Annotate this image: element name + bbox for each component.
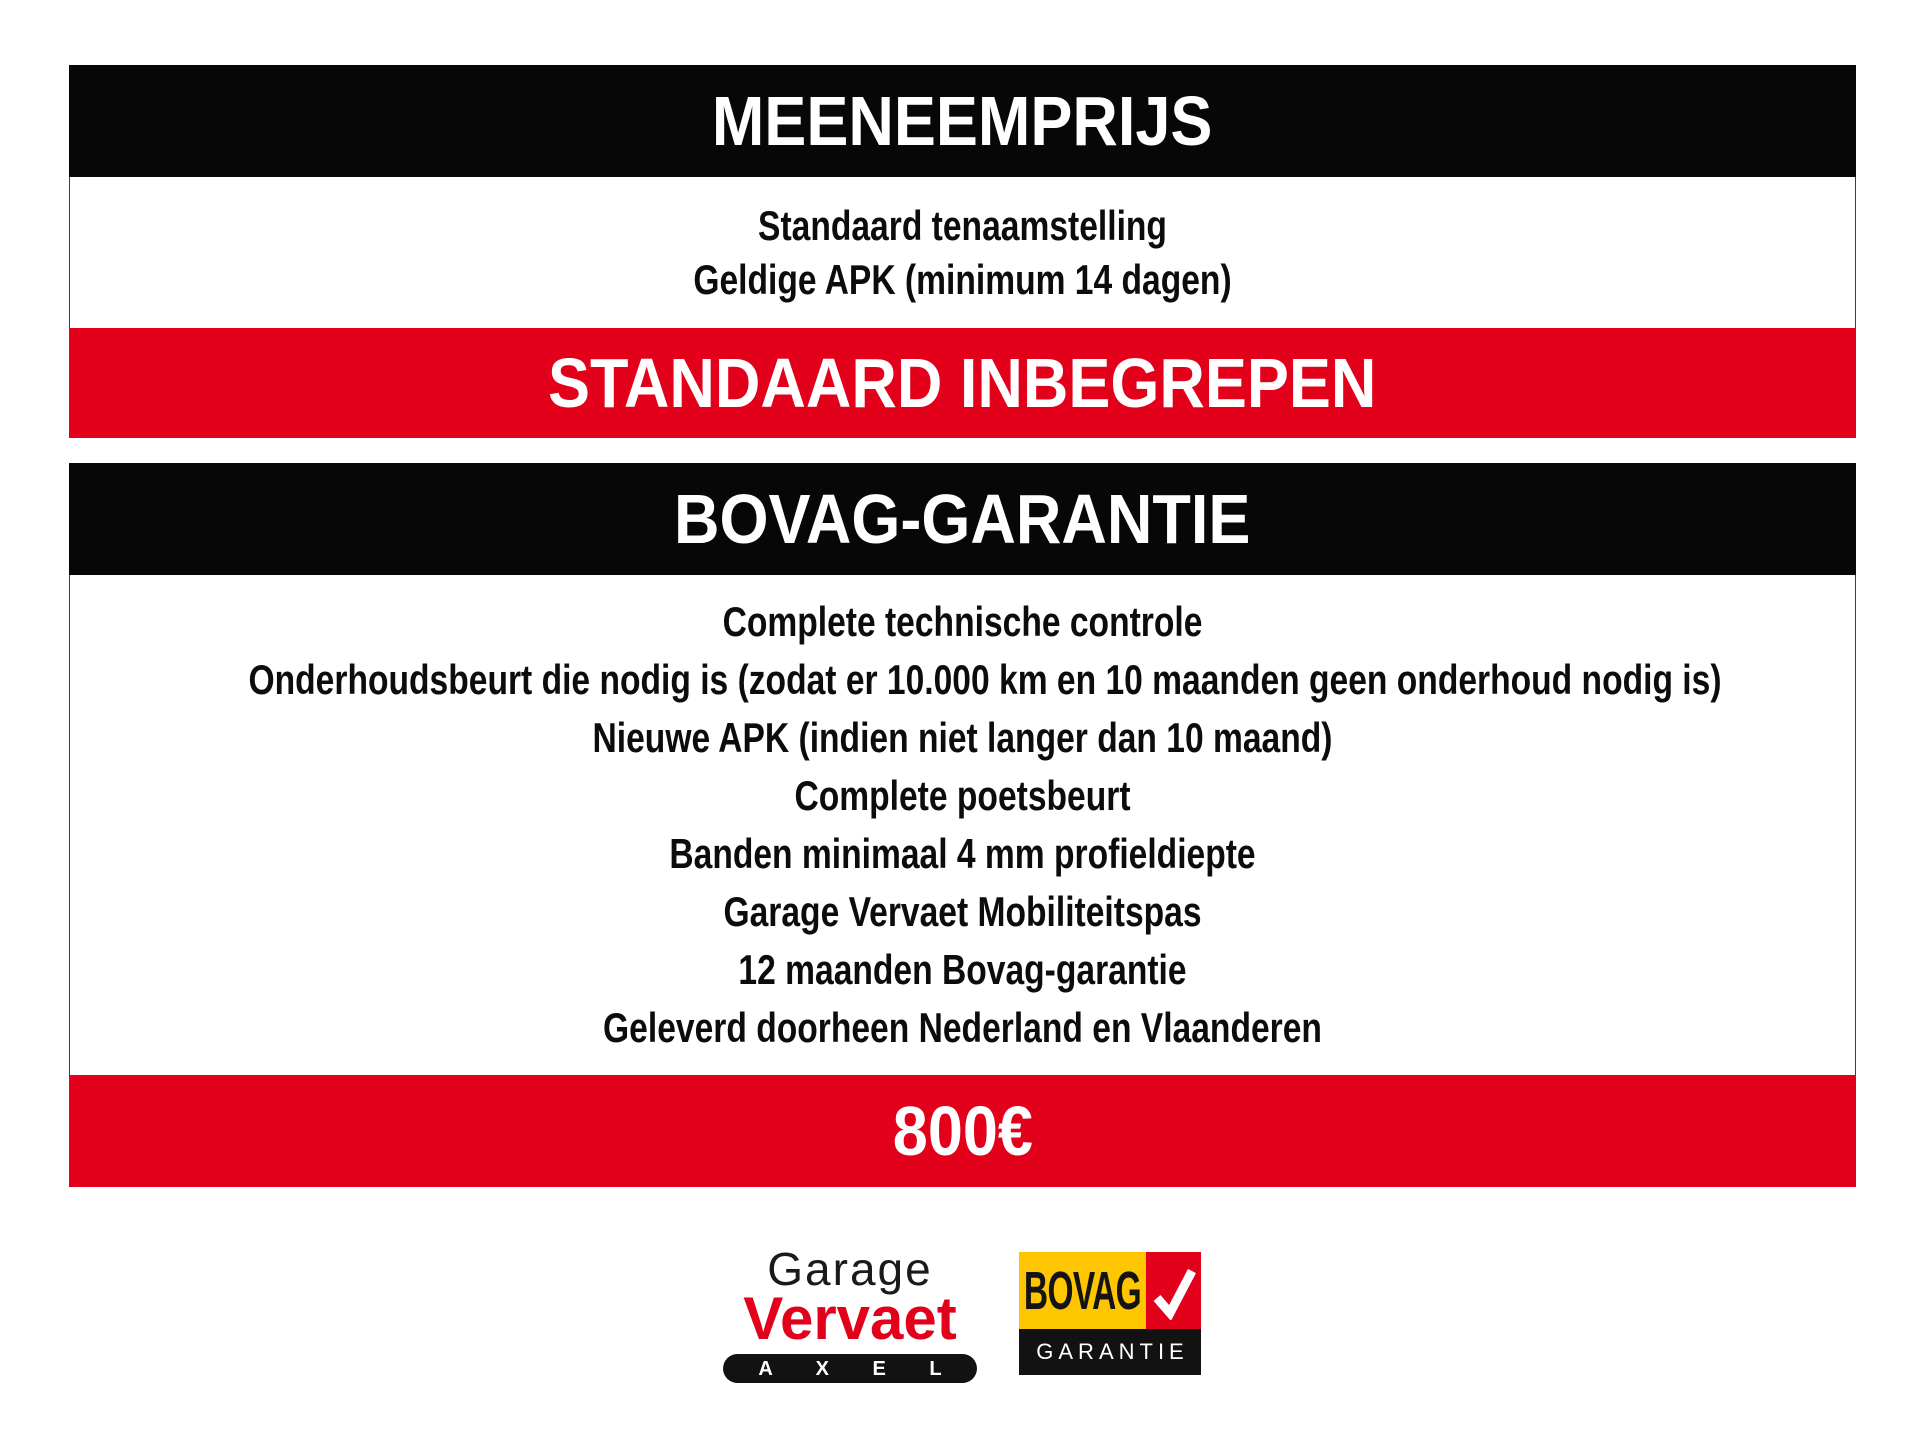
check-icon xyxy=(1151,1262,1197,1320)
garantie-line: 12 maanden Bovag-garantie xyxy=(738,946,1187,993)
bovag-logo-garantie-text: GARANTIE xyxy=(1036,1339,1189,1364)
garantie-line: Complete poetsbeurt xyxy=(794,772,1131,819)
garantie-line: Onderhoudsbeurt die nodig is (zodat er 10.000 km en 10 maanden geen onderhoud nodig is) xyxy=(248,656,1722,703)
garantie-line: Geleverd doorheen Nederland en Vlaanderen xyxy=(603,1004,1322,1051)
bovag-garantie-card xyxy=(69,463,1856,1187)
garage-vervaet-vervaet-text: Vervaet xyxy=(743,1285,957,1352)
meeneemprijs-line: Geldige APK (minimum 14 dagen) xyxy=(693,255,1232,303)
bovag-logo-wordmark: BOVAG xyxy=(1023,1260,1142,1321)
garage-vervaet-axel-badge: A X E L xyxy=(723,1354,977,1383)
garage-vervaet-garage-text: Garage xyxy=(767,1243,933,1295)
bovag-logo-garantie-block xyxy=(1019,1329,1201,1375)
bovag-garantie-title: BOVAG-GARANTIE xyxy=(674,480,1251,558)
garantie-line: Complete technische controle xyxy=(722,598,1203,645)
meeneemprijs-title: MEENEEMPRIJS xyxy=(712,82,1213,160)
garantie-line: Garage Vervaet Mobiliteitspas xyxy=(723,888,1202,935)
standaard-inbegrepen-title: STANDAARD INBEGREPEN xyxy=(548,344,1377,422)
price-bar xyxy=(69,1075,1856,1187)
bovag-logo-red-block xyxy=(1146,1252,1201,1329)
meeneemprijs-body xyxy=(69,177,1856,328)
garantie-line: Banden minimaal 4 mm profieldiepte xyxy=(669,830,1256,877)
meeneemprijs-header-bar xyxy=(69,65,1856,177)
garantie-line: Nieuwe APK (indien niet langer dan 10 maand) xyxy=(592,714,1333,761)
bovag-logo-top xyxy=(1019,1252,1201,1329)
bovag-garantie-header-bar xyxy=(69,463,1856,575)
bovag-garantie-logo xyxy=(1019,1252,1201,1375)
garage-vervaet-logo xyxy=(723,1243,977,1383)
price-value: 800€ xyxy=(892,1092,1033,1170)
meeneemprijs-card xyxy=(69,65,1856,438)
bovag-garantie-body xyxy=(69,575,1856,1075)
standaard-inbegrepen-bar xyxy=(69,328,1856,438)
bovag-logo-yellow-block xyxy=(1019,1252,1146,1329)
meeneemprijs-line: Standaard tenaamstelling xyxy=(758,201,1167,249)
